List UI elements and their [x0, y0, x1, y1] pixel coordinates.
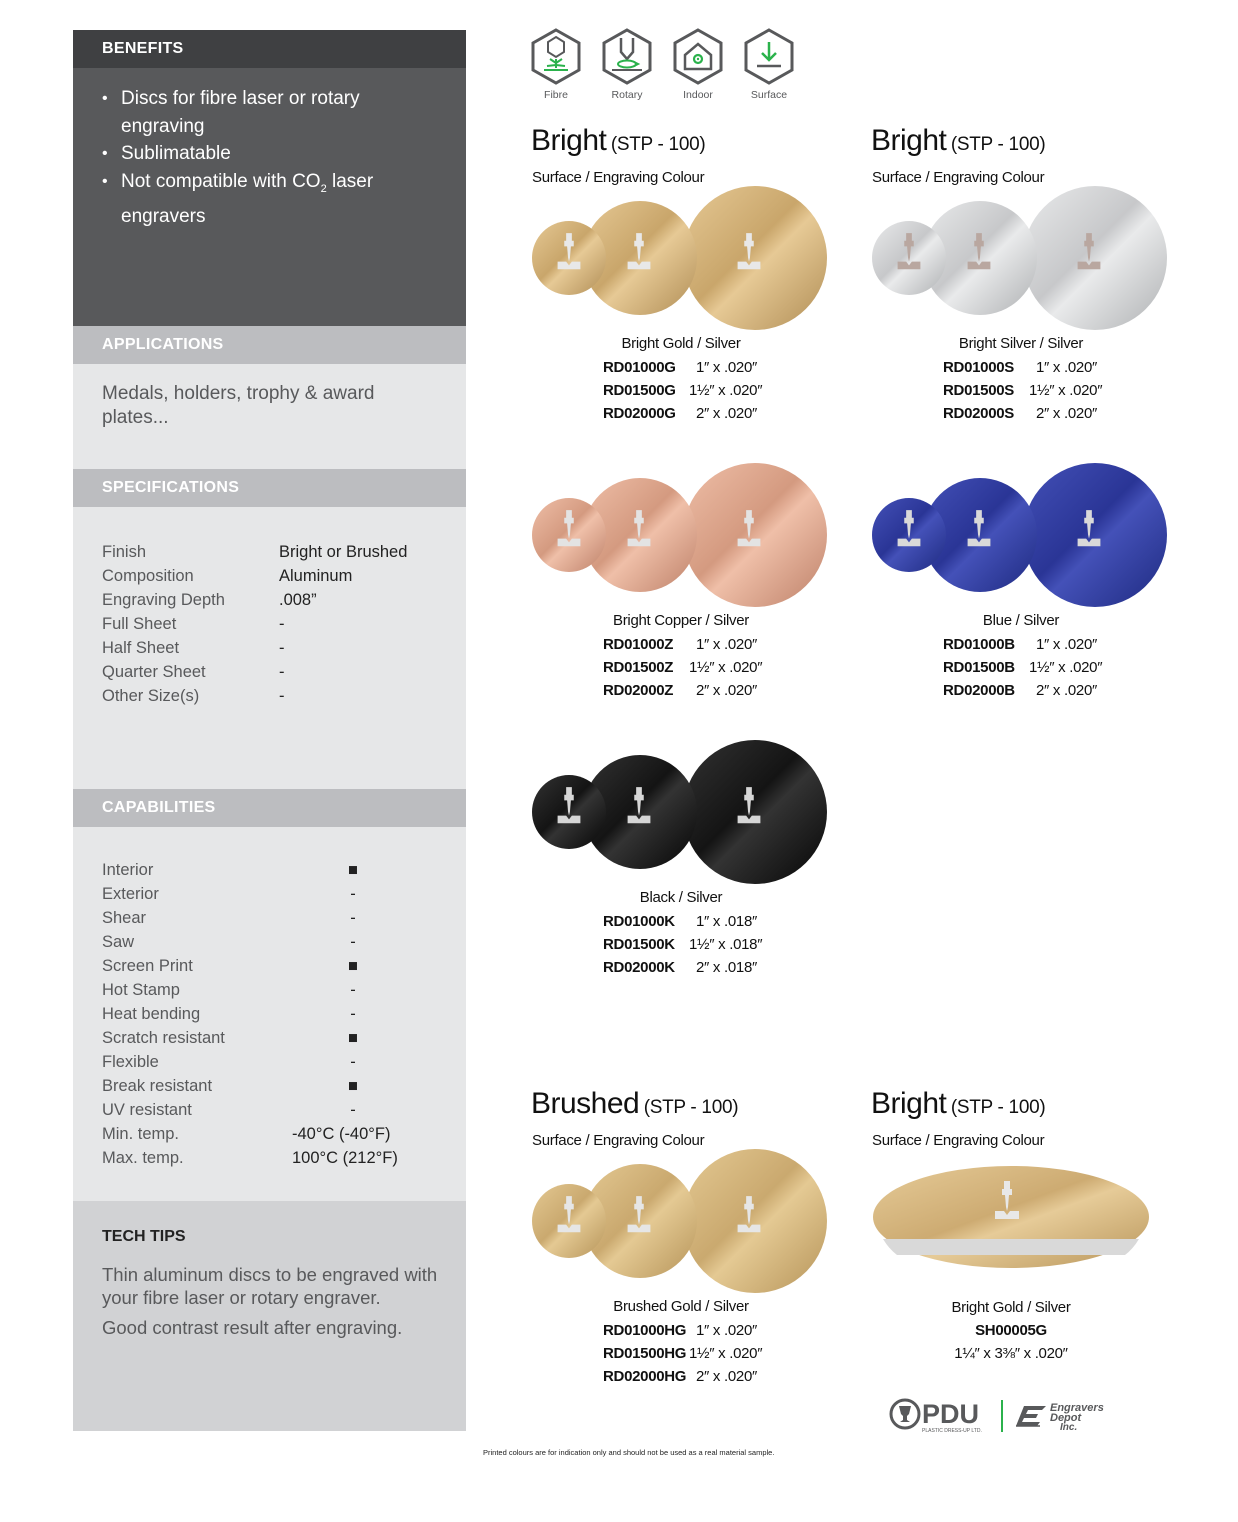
disc [683, 463, 827, 607]
applications-header [73, 326, 466, 364]
row-label: Half Sheet [102, 639, 180, 657]
row-value: ■ [348, 1077, 358, 1095]
pdu-logo [888, 1396, 1150, 1436]
colour-name: Bright Silver / Silver [958, 335, 1084, 352]
disc-swatches [871, 461, 1171, 611]
svg-text:Inc.: Inc. [1060, 1422, 1078, 1433]
product-subtitle: Surface / Engraving Colour [532, 1132, 705, 1149]
product-block [871, 401, 1201, 699]
fibre-icon: Fibre [528, 28, 584, 101]
product-subtitle: Surface / Engraving Colour [872, 169, 1045, 186]
capabilities-heading: CAPABILITIES [102, 799, 216, 816]
benefits-heading: BENEFITS [102, 40, 184, 57]
product-size: 1″ x .020″ [696, 1322, 757, 1339]
capabilities-section [73, 789, 466, 1201]
product-code: RD01500Z [603, 659, 674, 676]
row-label: Interior [102, 861, 154, 879]
row-value: 100°C (212°F) [292, 1149, 398, 1167]
row-value: - [279, 639, 285, 657]
product-title: Brushed (STP - 100) [531, 1087, 739, 1120]
product-size: 2″ x .020″ [696, 1368, 757, 1385]
row-label: Heat bending [102, 1005, 201, 1023]
row-value: - [350, 1101, 356, 1119]
row-value: - [350, 1053, 356, 1071]
info-column [73, 30, 466, 1431]
row-value: .008” [279, 591, 317, 609]
capability-row [102, 1002, 442, 1026]
disc [683, 186, 827, 330]
disc [683, 1149, 827, 1293]
colour-name: Bright Copper / Silver [613, 612, 749, 629]
product-code: RD01500S [943, 382, 1014, 399]
product-size: 1½″ x .020″ [689, 382, 763, 399]
capability-row [102, 930, 442, 954]
row-value: -40°C (-40°F) [292, 1125, 391, 1143]
svg-text:Engravers: Engravers [1050, 1402, 1104, 1414]
capability-row [102, 978, 442, 1002]
product-code: RD01000HG [603, 1322, 687, 1339]
capability-row [102, 954, 442, 978]
product-code: RD01500HG [603, 1345, 687, 1362]
row-value: ■ [348, 1029, 358, 1047]
capability-row [102, 1026, 442, 1050]
product-size: 1½″ x .020″ [689, 1345, 763, 1362]
product-block [531, 678, 861, 976]
specifications-header [73, 469, 466, 507]
product-code: RD02000HG [603, 1368, 687, 1385]
disc-swatches [531, 738, 831, 888]
disclaimer: Printed colours are for indication only and should not be used as a real material sample. [483, 1448, 775, 1457]
capability-row [102, 1050, 442, 1074]
product-size: 2″ x .018″ [696, 959, 757, 976]
row-label: Finish [102, 543, 147, 561]
silver-band [883, 1239, 1139, 1255]
product-block [871, 1087, 1201, 1377]
tech-tip-paragraph: Good contrast result after engraving. [102, 1317, 403, 1338]
benefit-item: • Sublimatable [102, 140, 442, 168]
row-value: - [350, 885, 356, 903]
tech-tips-heading: TECH TIPS [102, 1228, 186, 1245]
product-size: 1¼″ x 3⅜″ x .020″ [954, 1345, 1068, 1362]
row-value: - [350, 981, 356, 999]
product-code: RD01500B [943, 659, 1015, 676]
row-value: - [279, 615, 285, 633]
tech-tips-body [102, 1263, 452, 1339]
row-label: Min. temp. [102, 1125, 180, 1143]
spec-row [102, 660, 442, 684]
row-value: - [350, 909, 356, 927]
product-size: 2″ x .020″ [696, 682, 757, 699]
row-label: Full Sheet [102, 615, 177, 633]
spec-row [102, 636, 442, 660]
product-subtitle: Surface / Engraving Colour [532, 169, 705, 186]
row-label: Flexible [102, 1053, 159, 1071]
brand-logos [888, 1396, 1150, 1436]
product-code: SH00005G [975, 1322, 1047, 1339]
capabilities-header [73, 789, 466, 827]
row-label: Scratch resistant [102, 1029, 225, 1047]
applications-section [73, 326, 466, 469]
svg-text:PDU: PDU [922, 1399, 980, 1429]
product-code: RD02000S [943, 405, 1014, 422]
svg-text:Depot: Depot [1050, 1412, 1082, 1424]
product-size: 1″ x .020″ [1036, 636, 1097, 653]
spec-row [102, 540, 442, 564]
product-size: 1″ x .020″ [696, 359, 757, 376]
surface-icon: Surface [741, 28, 797, 101]
row-label: Shear [102, 909, 147, 927]
oval-plate-swatch [871, 1147, 1171, 1297]
row-value: - [279, 687, 285, 705]
row-label: UV resistant [102, 1101, 192, 1119]
colour-name: Bright Gold / Silver [951, 1299, 1071, 1316]
disc-swatches [531, 461, 831, 611]
row-label: Other Size(s) [102, 687, 200, 705]
row-value: - [279, 663, 285, 681]
product-size: 1½″ x .018″ [689, 936, 763, 953]
specifications-heading: SPECIFICATIONS [102, 479, 240, 496]
spec-row [102, 612, 442, 636]
colour-name: Black / Silver [639, 889, 723, 906]
disc [1023, 463, 1167, 607]
row-label: Break resistant [102, 1077, 213, 1095]
capabilities-list [102, 858, 442, 1170]
disc-swatches [531, 1147, 831, 1297]
specifications-section [73, 469, 466, 789]
product-title: Bright (STP - 100) [871, 124, 1046, 157]
product-size: 2″ x .020″ [1036, 682, 1097, 699]
row-value: Bright or Brushed [279, 543, 408, 561]
product-code: RD02000B [943, 682, 1015, 699]
colour-name: Bright Gold / Silver [621, 335, 741, 352]
product-block [531, 401, 861, 699]
product-size: 2″ x .020″ [1036, 405, 1097, 422]
row-label: Exterior [102, 885, 159, 903]
product-code: RD01000Z [603, 636, 674, 653]
product-code: RD02000G [603, 405, 676, 422]
product-code: RD02000Z [603, 682, 674, 699]
row-label: Engraving Depth [102, 591, 225, 609]
product-size: 2″ x .020″ [696, 405, 757, 422]
product-code: RD01000B [943, 636, 1015, 653]
disc-swatches [531, 184, 831, 334]
row-label: Hot Stamp [102, 981, 180, 999]
spec-row [102, 588, 442, 612]
colour-name: Brushed Gold / Silver [613, 1298, 749, 1315]
spec-row [102, 684, 442, 708]
product-title: Bright (STP - 100) [871, 1087, 1046, 1120]
benefit-item: • Not compatible with $CO_2$ laser engravers [102, 168, 442, 231]
product-code: RD01000K [603, 913, 675, 930]
benefit-item: • Discs for fibre laser or rotary engraving [102, 85, 442, 140]
benefits-header [73, 30, 466, 68]
row-value: ■ [348, 861, 358, 879]
product-size: 1″ x .018″ [696, 913, 757, 930]
row-label: Saw [102, 933, 135, 951]
tech-tips-section [73, 1201, 466, 1431]
product-code: RD01500G [603, 382, 676, 399]
product-size: 1½″ x .020″ [1029, 659, 1103, 676]
applications-text: Medals, holders, trophy & award plates... [102, 383, 375, 428]
row-label: Quarter Sheet [102, 663, 206, 681]
row-value: ■ [348, 957, 358, 975]
product-block [871, 124, 1201, 422]
applications-heading: APPLICATIONS [102, 336, 224, 353]
row-value: - [350, 933, 356, 951]
spec-row [102, 564, 442, 588]
usage-icons [528, 28, 798, 104]
product-size: 1″ x .020″ [1036, 359, 1097, 376]
benefits-list [102, 85, 442, 230]
capability-row [102, 882, 442, 906]
colour-name: Blue / Silver [982, 612, 1060, 629]
capability-row [102, 1122, 442, 1146]
indoor-icon: Indoor [670, 28, 726, 101]
disc [1023, 186, 1167, 330]
disc-swatches [871, 184, 1171, 334]
product-size: 1½″ x .020″ [689, 659, 763, 676]
specifications-list [102, 540, 442, 708]
svg-text:PLASTIC DRESS-UP LTD.: PLASTIC DRESS-UP LTD. [922, 1428, 982, 1434]
capability-row [102, 858, 442, 882]
product-size: 1½″ x .020″ [1029, 382, 1103, 399]
product-block [531, 124, 861, 422]
benefits-section [73, 30, 466, 326]
product-subtitle: Surface / Engraving Colour [872, 1132, 1045, 1149]
product-code: RD01500K [603, 936, 675, 953]
row-label: Max. temp. [102, 1149, 184, 1167]
rotary-icon: Rotary [599, 28, 655, 101]
product-block [531, 1087, 861, 1385]
product-size: 1″ x .020″ [696, 636, 757, 653]
capability-row [102, 1098, 442, 1122]
disc [683, 740, 827, 884]
row-value: - [350, 1005, 356, 1023]
product-code: RD01000S [943, 359, 1014, 376]
row-label: Screen Print [102, 957, 193, 975]
co2-subscript: 2 [320, 182, 327, 195]
product-code: RD01000G [603, 359, 676, 376]
tech-tip-paragraph: Thin aluminum discs to be engraved with your fibre laser or rotary engraver. [102, 1264, 438, 1308]
product-title: Bright (STP - 100) [531, 124, 706, 157]
capability-row [102, 1146, 442, 1170]
capability-row [102, 906, 442, 930]
product-code: RD02000K [603, 959, 675, 976]
row-value: Aluminum [279, 567, 353, 585]
capability-row [102, 1074, 442, 1098]
row-label: Composition [102, 567, 194, 585]
